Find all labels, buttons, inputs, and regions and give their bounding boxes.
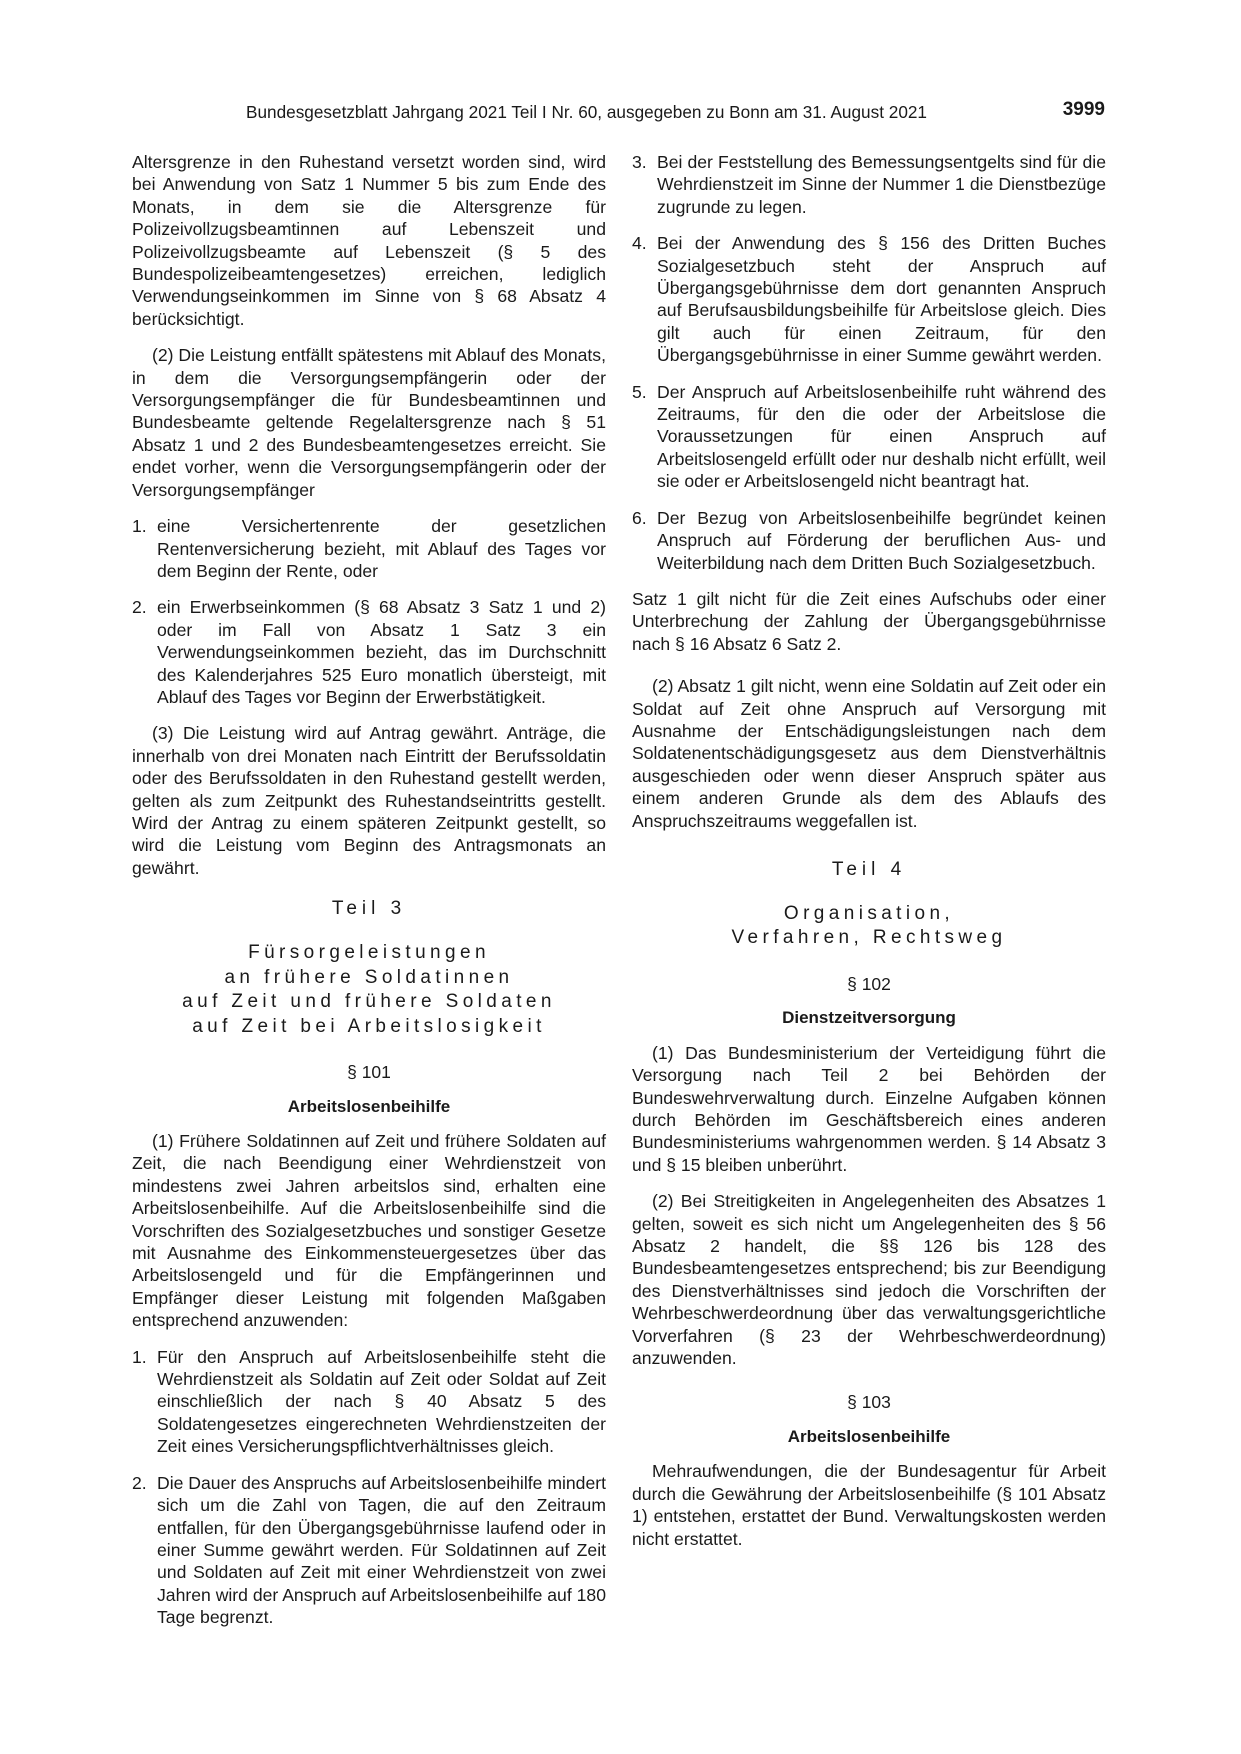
list-item-number: 2. bbox=[132, 1472, 147, 1493]
part-title-line: an frühere Soldatinnen bbox=[224, 966, 514, 988]
list-item-text: Bei der Feststellung des Bemessungsentgelts sind für die Wehrdienstzeit im Sinne der Nummer 1 die Dienstbezüge zugrunde zu legen. bbox=[657, 152, 1106, 217]
list-item-text: ein Erwerbseinkommen (§ 68 Absatz 3 Satz 1 und 2) oder im Fall von Absatz 1 Satz 3 ein Verwendungseinkommen bezieht, das im Durchschnitt des Kalenderjahres 525 Euro monatlich übersteigt, mit Ablauf des Tages vor Beginn der Erwerbstätigkeit. bbox=[157, 597, 606, 707]
paragraph-3: (3) Die Leistung wird auf Antrag gewährt. Anträge, die innerhalb von drei Monaten nach Eintritt der Berufssoldatin oder des Berufssoldaten in den Ruhestand gestellt werden, gelten als zum Zeitpunkt des Ruhestandseintritts gestellt. Wird der Antrag zu einem späteren Zeitpunkt gestellt, so wird die Leistung vom Beginn des Antragsmonats an gewährt. bbox=[132, 723, 606, 878]
list-item bbox=[632, 381, 1106, 493]
list-item bbox=[132, 596, 606, 708]
part-title-line: auf Zeit und frühere Soldaten bbox=[182, 991, 556, 1013]
left-column bbox=[132, 151, 606, 1643]
list-item bbox=[132, 1346, 606, 1458]
part-title-line: auf Zeit bei Arbeitslosigkeit bbox=[192, 1015, 546, 1037]
list-item-text: Der Bezug von Arbeitslosenbeihilfe begründet keinen Anspruch auf Förderung der beruflichen Aus- und Weiterbildung nach dem Dritten Buch Sozialgesetzbuch. bbox=[657, 507, 1106, 573]
part-heading: Teil 3 bbox=[331, 898, 407, 920]
paragraph-satz: Satz 1 gilt nicht für die Zeit eines Aufschubs oder einer Unterbrechung der Zahlung der Übergangsgebührnisse nach § 16 Absatz 6 Satz 2. bbox=[632, 588, 1106, 654]
list-item-text: Für den Anspruch auf Arbeitslosenbeihilfe steht die Wehrdienstzeit als Soldatin auf Zeit oder Soldat auf Zeit einschließlich der nach § 40 Absatz 5 des Soldatengesetzes eingerechneten Wehrdienstzeiten der Zeit eines Versicherungspflichtverhältnisses gleich. bbox=[157, 1346, 606, 1457]
list-item-text: Die Dauer des Anspruchs auf Arbeitslosenbeihilfe mindert sich um die Zahl von Tagen, die auf den Zeitraum entfallen, für den Übergangsgebührnisse laufend oder in einer Summe gewährt werden. Für Soldatinnen auf Zeit und Soldaten auf Zeit mit einer Wehrdienstzeit von zwei Jahren wird der Anspruch auf Arbeitslosenbeihilfe auf 180 Tage begrenzt. bbox=[157, 1472, 606, 1628]
section-title: Dienstzeitversorgung bbox=[782, 1008, 956, 1028]
paragraph-103: Mehraufwendungen, die der Bundesagentur für Arbeit durch die Gewährung der Arbeitslosenbeihilfe (§ 101 Absatz 1) entstehen, erstattet der Bund. Verwaltungskosten werden nicht erstattet. bbox=[632, 1461, 1106, 1549]
section-number: § 102 bbox=[847, 973, 891, 994]
part-title bbox=[132, 941, 606, 1039]
paragraph-102-1: (1) Das Bundesministerium der Verteidigung führt die Versorgung nach Teil 2 bei Behörden der Bundeswehrverwaltung durch. Einzelne Aufgaben können durch Behörden im Geschäftsbereich eines anderen Bundesministeriums wahrgenommen werden. § 14 Absatz 3 und § 15 bleiben unberührt. bbox=[632, 1042, 1106, 1175]
paragraph-absatz-2: (2) Absatz 1 gilt nicht, wenn eine Soldatin auf Zeit oder ein Soldat auf Zeit ohne Anspruch auf Versorgung mit Ausnahme der Entschädigungsleistungen nach dem Soldatenentschädigungsgesetz aus dem Dienstverhältnis ausgeschieden oder wenn dieser Anspruch später aus einem anderen Grunde als dem des Ablaufs des Anspruchszeitraums weggefallen ist. bbox=[632, 676, 1106, 831]
list-item bbox=[132, 1472, 606, 1629]
list-item-text: Bei der Anwendung des § 156 des Dritten Buches Sozialgesetzbuch steht der Anspruch auf Übergangsgebührnisse dem dort genannten Anspruch auf Berufsausbildungsbeihilfe für Arbeitslose gleich. Dies gilt auch für einen Zeitraum, für den Übergangsgebührnisse in einer Summe gewährt werden. bbox=[657, 233, 1106, 366]
list-item-number: 1. bbox=[132, 1346, 147, 1367]
list-item bbox=[132, 515, 606, 582]
list-item-number: 2. bbox=[132, 597, 147, 618]
paragraph-4: (1) Frühere Soldatinnen auf Zeit und frühere Soldaten auf Zeit, die nach Beendigung einer Wehrdienstzeit von mindestens zwei Jahren arbeitslos sind, erhalten eine Arbeitslosenbeihilfe. Auf die Arbeitslosenbeihilfe sind die Vorschriften des Sozialgesetzbuches und sonstiger Gesetze mit Ausnahme des Einkommensteuergesetzes über das Arbeitslosengeld und für die Empfängerinnen und Empfänger dieser Leistung mit folgenden Maßgaben entsprechend anzuwenden: bbox=[132, 1131, 606, 1331]
list-item bbox=[632, 507, 1106, 574]
paragraph-102-2: (2) Bei Streitigkeiten in Angelegenheiten des Absatzes 1 gelten, soweit es sich nicht um Angelegenheiten des § 56 Absatz 2 handelt, die §§ 126 bis 128 des Bundesbeamtengesetzes entsprechend; bis zur Beendigung des Dienstverhältnisses sind jedoch die Vorschriften der Wehrbeschwerdeordnung über das verwaltungsgerichtliche Vorverfahren (§ 23 der Wehrbeschwerdeordnung) anzuwenden. bbox=[632, 1191, 1106, 1369]
list-item-number: 3. bbox=[632, 152, 647, 172]
list-item-number: 6. bbox=[632, 507, 647, 528]
part-title bbox=[632, 902, 1106, 951]
list-item bbox=[632, 232, 1106, 366]
part-title-line: Verfahren, Rechtsweg bbox=[731, 927, 1007, 949]
section-title: Arbeitslosenbeihilfe bbox=[287, 1096, 451, 1116]
part-title-line: Organisation, bbox=[783, 902, 955, 924]
list-item bbox=[632, 151, 1106, 218]
paragraph-2: (2) Die Leistung entfällt spätestens mit Ablauf des Monats, in dem die Versorgungsempfängerin oder der Versorgungsempfänger die für Bundesbeamtinnen und Bundesbeamte geltende Regelaltersgrenze nach § 51 Absatz 1 und 2 des Bundesbeamtengesetzes erreicht. Sie endet vorher, wenn die Versorgungsempfängerin oder der Versorgungsempfänger bbox=[132, 345, 606, 500]
section-number: § 101 bbox=[347, 1062, 391, 1083]
page-header bbox=[246, 101, 1105, 127]
section-number: § 103 bbox=[847, 1392, 891, 1413]
paragraph-continuation: Altersgrenze in den Ruhestand versetzt worden sind, wird bei Anwendung von Satz 1 Nummer 5 bis zum Ende des Monats, in dem sie die Altersgrenze für Polizeivollzugsbeamtinnen auf Lebenszeit und Polizeivollzugsbeamte auf Lebenszeit (§ 5 des Bundespolizeibeamtengesetzes) erreichen, lediglich Verwendungseinkommen im Sinne von § 68 Absatz 4 berücksichtigt. bbox=[132, 152, 606, 329]
list-item-number: 1. bbox=[132, 516, 147, 537]
list-item-number: 5. bbox=[632, 381, 647, 402]
page-number: 3999 bbox=[1062, 99, 1105, 120]
list-item-text: Der Anspruch auf Arbeitslosenbeihilfe ruht während des Zeitraums, für den die oder der Arbeitslose die Voraussetzungen für einen Anspruch auf Arbeitslosengeld erfüllt oder nur deshalb nicht erfüllt, weil sie oder er Arbeitslosengeld nicht beantragt hat. bbox=[657, 381, 1106, 492]
right-column bbox=[632, 151, 1106, 1564]
part-heading: Teil 4 bbox=[831, 858, 907, 880]
part-title-line: Fürsorgeleistungen bbox=[248, 942, 490, 964]
gazette-line: Bundesgesetzblatt Jahrgang 2021 Teil I Nr. 60, ausgegeben zu Bonn am 31. August 2021 bbox=[246, 102, 927, 122]
list-item-text: eine Versichertenrente der gesetzlichen Rentenversicherung bezieht, mit Ablauf des Tages vor dem Beginn der Rente, oder bbox=[157, 516, 606, 581]
list-item-number: 4. bbox=[632, 233, 647, 254]
section-title: Arbeitslosenbeihilfe bbox=[787, 1426, 951, 1446]
